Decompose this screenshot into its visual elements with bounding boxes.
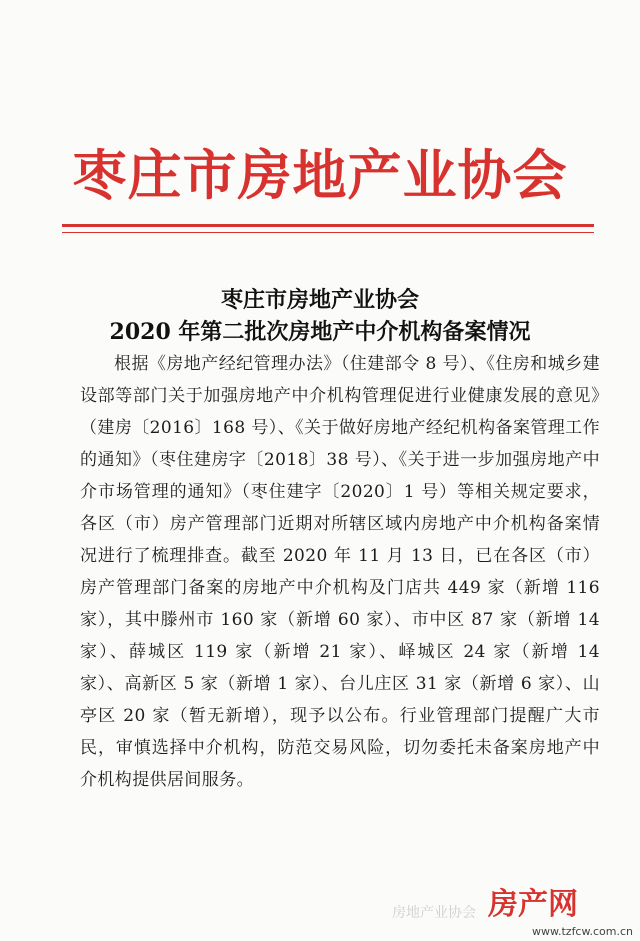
letterhead-rule-thick <box>62 224 594 227</box>
body-text <box>80 348 600 796</box>
body-paragraph: 根据《房地产经纪管理办法》（住建部令 8 号）、《住房和城乡建设部等部门关于加强房地产中介机构管理促进行业健康发展的意见》（建房〔2016〕168 号）、《关于做好房地产经纪机构备案管理工作的通知》（枣住建房字〔2018〕38 号）、《关于进一步加强房地产中介市场管理的通知》（枣住建字〔2020〕1 号）等相关规定要求，各区（市）房产管理部门近期对所辖区域内房地产中介机构备案情况进行了梳理排查。截至 2020 年 11 月 13 日，已在各区（市）房产管理部门备案的房地产中介机构及门店共 449 家（新增 116 家），其中滕州市 160 家（新增 60 家）、市中区 87 家（新增 14 家）、薛城区 119 家（新增 21 家）、峄城区 24 家（新增 14 家）、高新区 5 家（新增 1 家）、台儿庄区 31 家（新增 6 家）、山亭区 20 家（暂无新增），现予以公布。行业管理部门提醒广大市民，审慎选择中介机构，防范交易风险，切勿委托未备案房地产中介机构提供居间服务。 <box>80 354 600 790</box>
watermark-url: www.tzfcw.com.cn <box>532 925 633 938</box>
document-title-line2: 2020 年第二批次房地产中介机构备案情况 <box>109 319 531 345</box>
watermark-faint-text: 房地产业协会 <box>392 905 476 921</box>
document-title-line1: 枣庄市房地产业协会 <box>220 287 419 313</box>
watermark-logo <box>488 886 640 941</box>
watermark-logo-text: 房产网 <box>488 887 578 922</box>
letterhead-title: 枣庄市房地产业协会 <box>72 143 568 207</box>
letterhead-rule-thin <box>62 232 594 233</box>
